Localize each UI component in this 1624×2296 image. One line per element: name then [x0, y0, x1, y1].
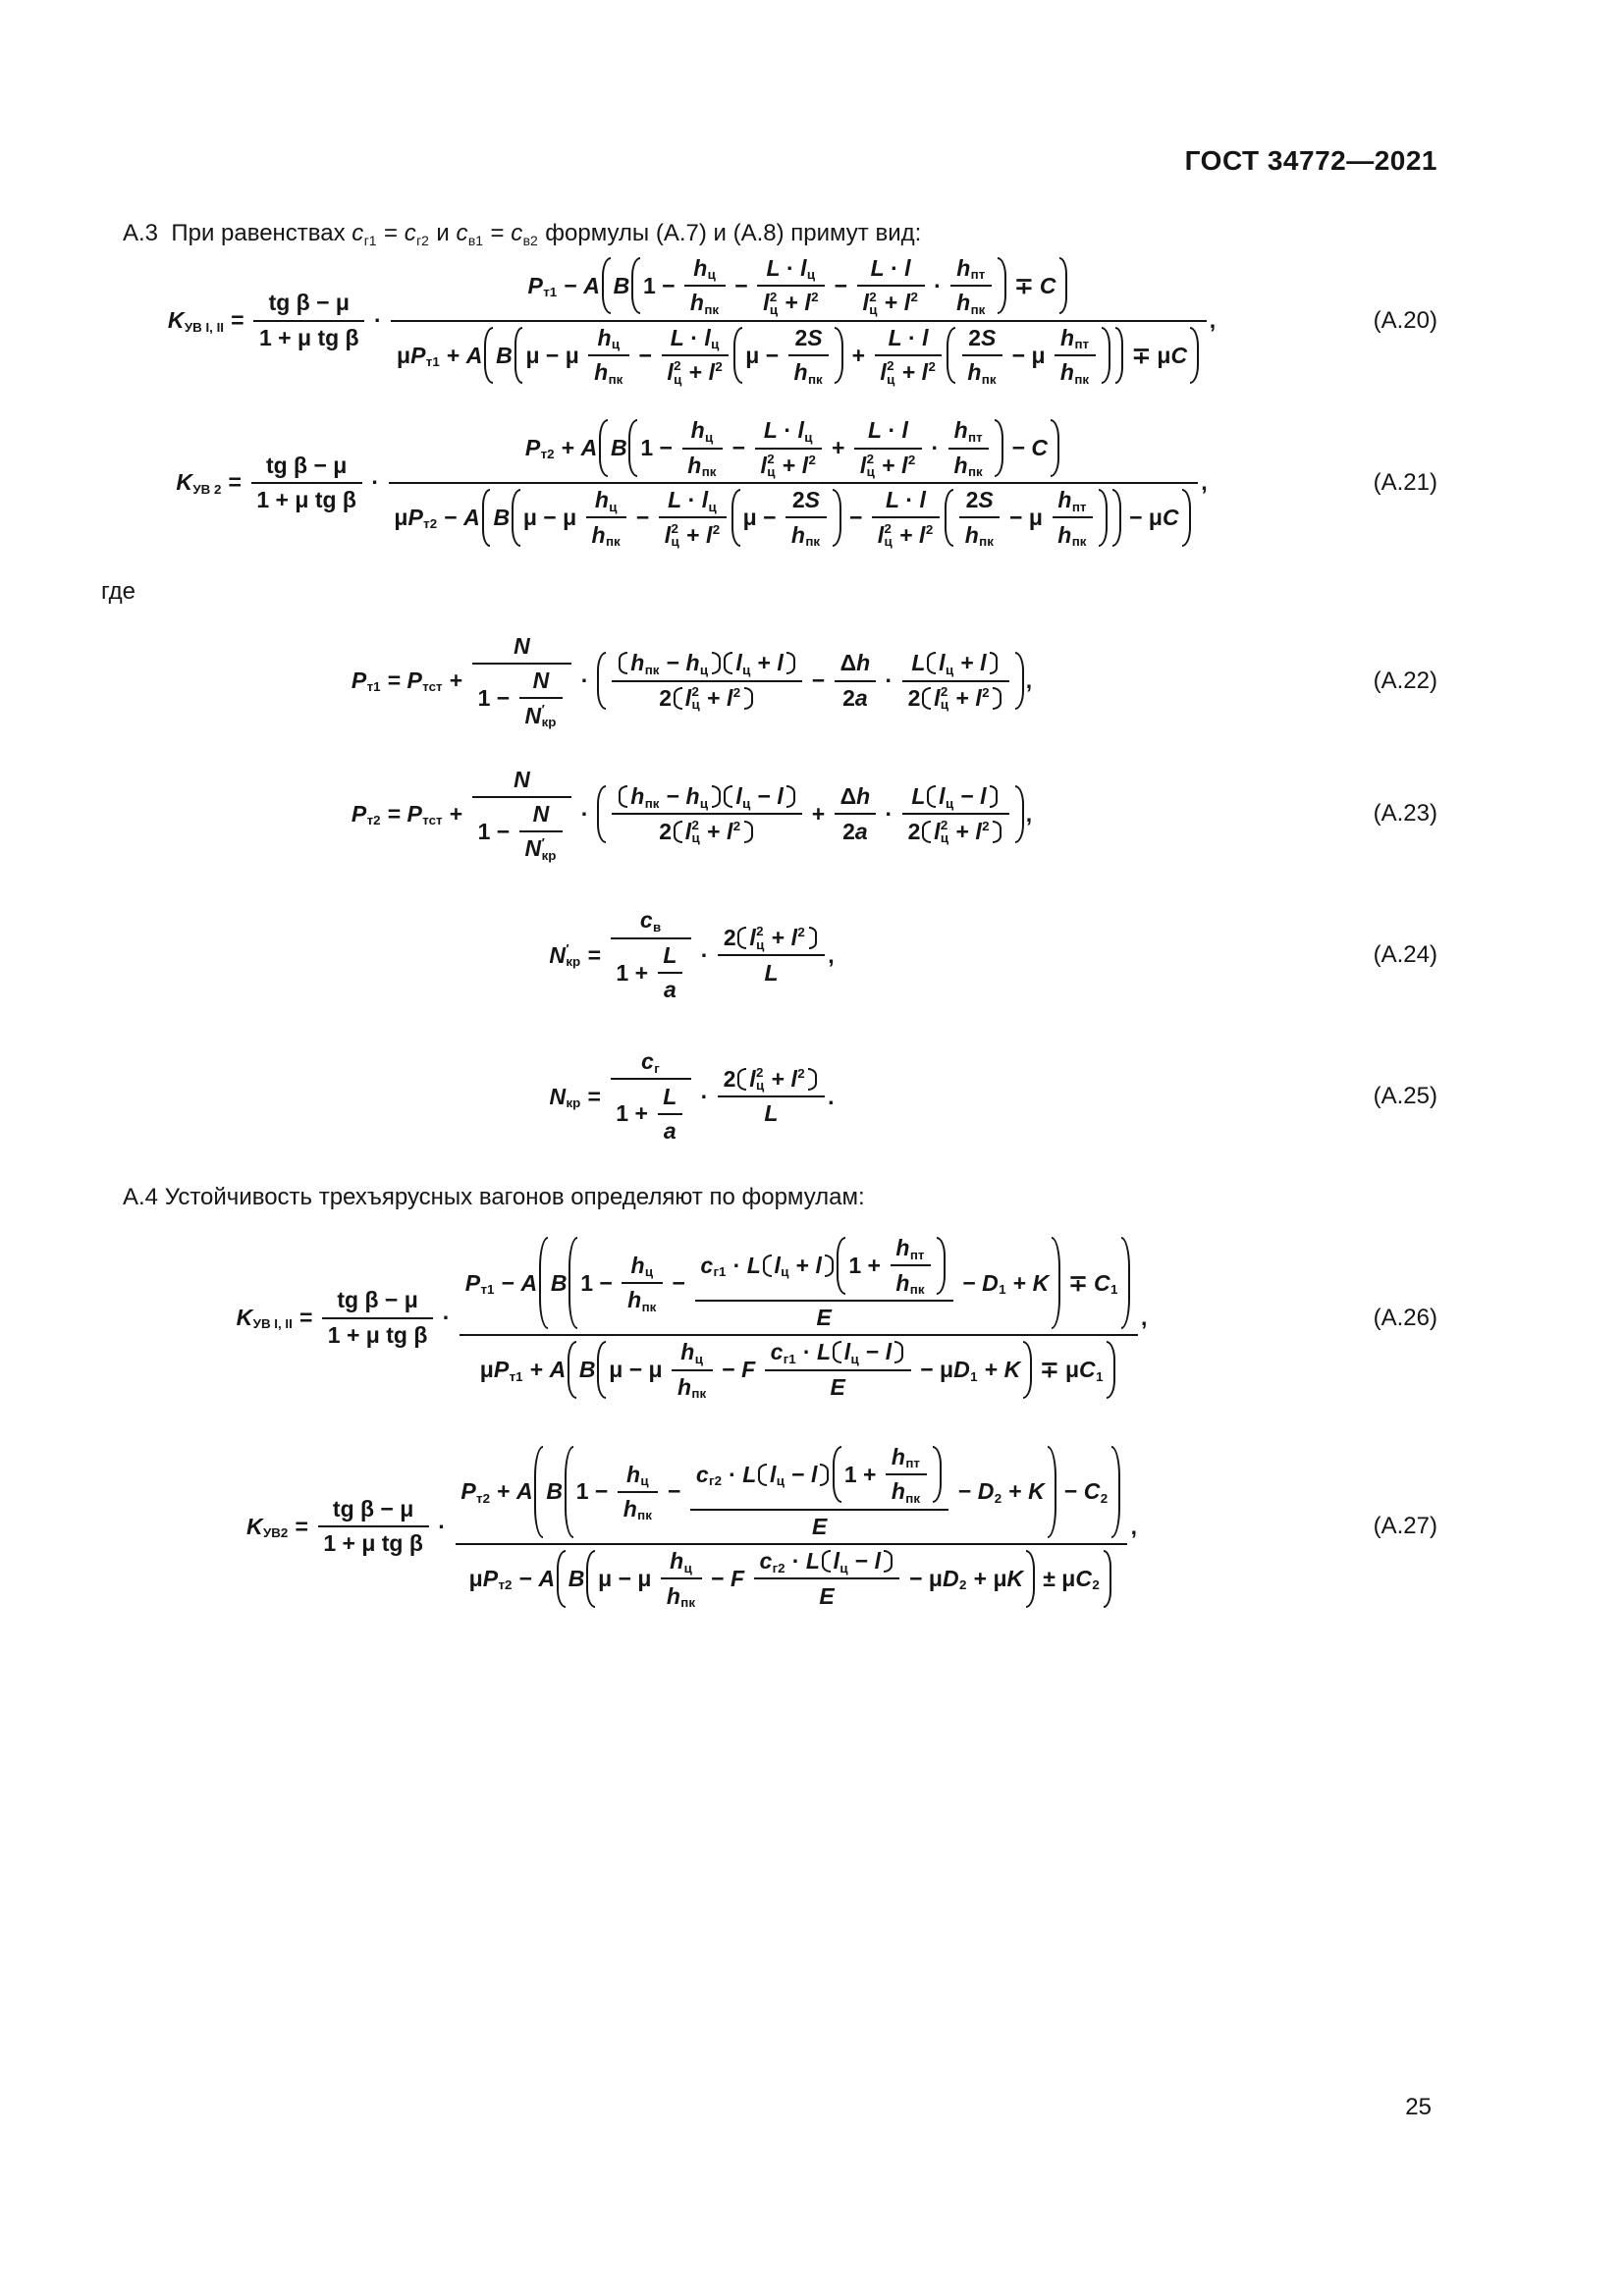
formula-a25: N кр = c г 1 + $\frac{L}{a}$ · 2 l 2 ц + l 2 L . — [549, 1048, 835, 1145]
paren-right — [820, 1464, 829, 1486]
formula-a20: K УВ I, II = $\frac{\text{tg β − μ}}{\text{1 + μ tg β}}$ · P т1 − A B 1 − h ц h пк − L · l ц l 2 ц + l 2 − L · l l 2 ц + l 2 · h пт h пк ∓ C μ P т1 + A B μ − μ h ц h пк − L · l ц l 2 ц + l 2 μ − 2 S h пк + L · l l 2 ц + l 2 2 S h пк − μ h пт h пк ∓ μ C , — [167, 255, 1217, 387]
paren-right — [1102, 327, 1110, 384]
paren-right — [1099, 489, 1108, 546]
paren-right — [835, 327, 843, 384]
paren-right — [1111, 1446, 1120, 1538]
equation-row-a20 — [123, 255, 1437, 386]
fraction: L · l ц l 2 ц + l 2 — [755, 417, 823, 478]
paren-right — [1104, 1550, 1112, 1607]
paren-left — [586, 1550, 595, 1607]
fraction: h пт h пк — [950, 255, 991, 316]
paren-left — [733, 327, 742, 384]
paren-left — [927, 652, 936, 674]
paren-right — [1107, 1341, 1115, 1398]
paren-left — [724, 652, 732, 674]
paren-left — [568, 1341, 576, 1398]
paren-right — [993, 687, 1001, 710]
fraction: h пк − h ц l ц − l 2 l 2 ц + l 2 — [612, 783, 802, 844]
paren-left — [822, 1550, 831, 1573]
fraction: h ц h пк — [684, 255, 725, 316]
equation-row-a21 — [123, 417, 1437, 548]
paren-right — [884, 1550, 893, 1573]
equation-label-a22: (А.22) — [1373, 667, 1437, 694]
formula-a22: P т1 = P тст + N 1 − N N ′ кр · h пк − h ц l ц + l 2 l 2 ц + l 2 − Δ h 2 a · L l ц + l 2 l 2 ц + l 2 , — [351, 632, 1033, 729]
fraction: P т2 + A B 1 − h ц h пк − c г2 · L l ц − l 1 + h пт h пк E − D 2 + K − C 2 μ P т2 − A B μ − μ h ц h пк − F c г2 · L l ц − l E − μ D 2 + μ K ± μ C 2 — [456, 1444, 1128, 1610]
fraction: $\frac{\text{tg β − μ}}{\text{1 + μ tg β}}$ — [318, 1496, 429, 1557]
where-label: где — [101, 577, 136, 605]
fraction: $\frac{\text{tg β − μ}}{\text{1 + μ tg β}}$ — [322, 1287, 433, 1348]
page-number: 25 — [1405, 2094, 1432, 2120]
fraction: 2 l 2 ц + l 2 L — [718, 925, 825, 986]
fraction: h пт h пк — [886, 1444, 926, 1505]
fraction: h ц h пк — [618, 1462, 658, 1522]
formula-a24: N ′ кр = c в 1 + $\frac{L}{a}$ · 2 l 2 ц + l 2 L , — [549, 907, 835, 1003]
paren-right — [744, 821, 753, 843]
paren-right — [786, 785, 795, 808]
paren-right — [1023, 1341, 1032, 1398]
paren-left — [512, 489, 520, 546]
paren-right — [990, 785, 999, 808]
paren-right — [937, 1237, 946, 1294]
fraction: L · l l 2 ц + l 2 — [872, 487, 940, 548]
paren-left — [833, 1341, 841, 1363]
paren-left — [631, 257, 640, 314]
paren-left — [602, 257, 611, 314]
paren-left — [597, 652, 606, 709]
fraction: h пт h пк — [891, 1235, 931, 1296]
fraction: $\frac{\text{tg β − μ}}{\text{1 + μ tg β}}$ — [251, 453, 362, 513]
fraction: 2 l 2 ц + l 2 L — [718, 1066, 825, 1127]
fraction: h ц h пк — [672, 1339, 712, 1400]
fraction: 2 S h пк — [785, 487, 826, 548]
equation-label-a25: (А.25) — [1373, 1083, 1437, 1110]
fraction: c г1 · L l ц − l E — [765, 1339, 911, 1400]
paren-right — [712, 652, 721, 674]
paren-left — [674, 687, 682, 710]
paren-left — [724, 785, 732, 808]
paren-left — [763, 1255, 772, 1277]
equation-label-a20: (А.20) — [1373, 306, 1437, 334]
fraction: $\frac{\text{tg β − μ}}{\text{1 + μ tg β}}$ — [253, 290, 364, 350]
fraction: L · l l 2 ц + l 2 — [854, 417, 922, 478]
paren-right — [1026, 1550, 1035, 1607]
paren-right — [1052, 1237, 1060, 1329]
fraction: h ц h пк — [661, 1548, 701, 1609]
paren-left — [557, 1550, 566, 1607]
paren-left — [514, 327, 523, 384]
paren-right — [1112, 489, 1121, 546]
fraction: L l ц + l 2 l 2 ц + l 2 — [902, 650, 1009, 711]
paren-left — [737, 1068, 746, 1091]
paren-left — [539, 1237, 548, 1329]
fraction: L l ц − l 2 l 2 ц + l 2 — [902, 783, 1009, 844]
fraction: c в 1 + $\frac{L}{a}$ — [611, 907, 692, 1003]
fraction: c г1 · L l ц + l 1 + h пт h пк E — [695, 1235, 953, 1331]
fraction: h пт h пк — [1055, 325, 1095, 386]
equation-row-a27 — [123, 1444, 1437, 1610]
formula-a26: K УВ I, II = $\frac{\text{tg β − μ}}{\text{1 + μ tg β}}$ · P т1 − A B 1 − h ц h пк − c г1 · L l ц + l 1 + h пт h пк E − D 1 + K ∓ C 1 μ P т1 + A B μ − μ h ц h пк − F c г1 · L l ц − l E − μ D 1 + K ∓ μ C 1 , — [236, 1235, 1148, 1402]
fraction: N N ′ кр — [519, 801, 563, 862]
paren-right — [1121, 1237, 1130, 1329]
paren-left — [837, 1237, 845, 1294]
equation-row-a25 — [123, 1048, 1437, 1145]
paren-right — [1015, 785, 1024, 842]
fraction: h ц h пк — [588, 325, 628, 386]
paren-left — [927, 785, 936, 808]
fraction: P т2 + A B 1 − h ц h пк − L · l ц l 2 ц + l 2 + L · l l 2 ц + l 2 · h пт h пк − C μ P т2 − A B μ − μ h ц h пк − L · l ц l 2 ц + l 2 μ − 2 S h пк − L · l l 2 ц + l 2 2 S h пк − μ h пт h пк − μ C — [389, 417, 1198, 548]
fraction: Δ h 2 a — [835, 783, 876, 844]
fraction: Δ h 2 a — [835, 650, 876, 711]
doc-code: ГОСТ 34772—2021 — [1184, 145, 1437, 176]
fraction: 2 S h пк — [788, 325, 829, 386]
paren-right — [1190, 327, 1199, 384]
paren-right — [1015, 652, 1024, 709]
paren-right — [833, 489, 841, 546]
paren-right — [1051, 419, 1059, 476]
equation-label-a21: (А.21) — [1373, 468, 1437, 496]
paren-left — [731, 489, 740, 546]
paren-right — [825, 1255, 834, 1277]
paren-left — [758, 1464, 767, 1486]
paren-right — [712, 785, 721, 808]
fraction: 2 S h пк — [959, 487, 1000, 548]
paren-right — [744, 687, 753, 710]
paren-left — [922, 687, 931, 710]
equation-label-a26: (А.26) — [1373, 1304, 1437, 1331]
paren-right — [933, 1446, 942, 1503]
paren-right — [998, 257, 1006, 314]
fraction: c г2 · L l ц − l E — [754, 1548, 900, 1609]
fraction: $\frac{L}{a}$ — [658, 942, 683, 1003]
fraction: h пт h пк — [948, 417, 989, 478]
paren-left — [947, 327, 955, 384]
paren-right — [995, 419, 1003, 476]
paren-right — [894, 1341, 903, 1363]
paren-right — [808, 1068, 817, 1091]
paren-right — [1115, 327, 1124, 384]
paren-right — [1182, 489, 1191, 546]
formula-a21: K УВ 2 = $\frac{\text{tg β − μ}}{\text{1 + μ tg β}}$ · P т2 + A B 1 − h ц h пк − L · l ц l 2 ц + l 2 + L · l l 2 ц + l 2 · h пт h пк − C μ P т2 − A B μ − μ h ц h пк − L · l ц l 2 ц + l 2 μ − 2 S h пк − L · l l 2 ц + l 2 2 S h пк − μ h пт h пк − μ C , — [176, 417, 1208, 550]
fraction: L · l l 2 ц + l 2 — [875, 325, 943, 386]
paragraph-a4: А.4 Устойчивость трехъярусных вагонов определяют по формулам: — [123, 1184, 865, 1211]
equation-row-a22 — [123, 633, 1437, 729]
equation-label-a27: (А.27) — [1373, 1513, 1437, 1540]
paren-right — [990, 652, 999, 674]
fraction: h ц h пк — [682, 417, 723, 478]
fraction: N 1 − N N ′ кр — [472, 767, 571, 863]
paren-left — [599, 419, 608, 476]
fraction: h пт h пк — [1053, 487, 1093, 548]
paren-left — [619, 652, 627, 674]
paragraph-a3: А.3 При равенствах с г1 = с г2 и с в1 = с в2 формулы (А.7) и (А.8) примут вид: — [123, 220, 922, 248]
fraction: N N ′ кр — [519, 667, 563, 728]
paren-left — [737, 927, 746, 949]
equation-row-a26 — [123, 1235, 1437, 1401]
formula-a27: K УВ2 = $\frac{\text{tg β − μ}}{\text{1 + μ tg β}}$ · P т2 + A B 1 − h ц h пк − c г2 · L l ц − l 1 + h пт h пк E − D 2 + K − C 2 μ P т2 − A B μ − μ h ц h пк − F c г2 · L l ц − l E − μ D 2 + μ K ± μ C 2 , — [245, 1443, 1138, 1611]
paren-left — [922, 821, 931, 843]
fraction: 2 S h пк — [962, 325, 1002, 386]
fraction: L · l ц l 2 ц + l 2 — [659, 487, 727, 548]
fraction: h пк − h ц l ц + l 2 l 2 ц + l 2 — [612, 650, 802, 711]
equation-label-a23: (А.23) — [1373, 800, 1437, 828]
paren-left — [597, 1341, 606, 1398]
paren-left — [597, 785, 606, 842]
paren-left — [482, 489, 491, 546]
equation-row-a24 — [123, 907, 1437, 1003]
paren-left — [619, 785, 627, 808]
formula-a23: P т2 = P тст + N 1 − N N ′ кр · h пк − h ц l ц − l 2 l 2 ц + l 2 + Δ h 2 a · L l ц − l 2 l 2 ц + l 2 , — [351, 766, 1033, 863]
equation-row-a23 — [123, 767, 1437, 863]
paren-right — [786, 652, 795, 674]
fraction: L · l ц l 2 ц + l 2 — [662, 325, 730, 386]
fraction: h ц h пк — [622, 1253, 662, 1313]
fraction: L · l l 2 ц + l 2 — [857, 255, 925, 316]
fraction: h ц h пк — [586, 487, 626, 548]
paren-left — [534, 1446, 543, 1538]
fraction: N 1 − N N ′ кр — [472, 633, 571, 729]
fraction: c г 1 + $\frac{L}{a}$ — [611, 1048, 692, 1145]
paren-right — [809, 927, 818, 949]
fraction: L · l ц l 2 ц + l 2 — [757, 255, 825, 316]
paren-left — [568, 1237, 577, 1329]
paren-right — [993, 821, 1001, 843]
paren-right — [1059, 257, 1068, 314]
paren-left — [565, 1446, 573, 1538]
fraction: P т1 − A B 1 − h ц h пк − c г1 · L l ц + l 1 + h пт h пк E − D 1 + K ∓ C 1 μ P т1 + A B μ − μ h ц h пк − F c г1 · L l ц − l E − μ D 1 + K ∓ μ C 1 — [460, 1235, 1138, 1401]
fraction: $\frac{L}{a}$ — [658, 1084, 683, 1145]
paren-left — [945, 489, 953, 546]
fraction: P т1 − A B 1 − h ц h пк − L · l ц l 2 ц + l 2 − L · l l 2 ц + l 2 · h пт h пк ∓ C μ P т1 + A B μ − μ h ц h пк − L · l ц l 2 ц + l 2 μ − 2 S h пк + L · l l 2 ц + l 2 2 S h пк − μ h пт h пк ∓ μ C — [391, 255, 1206, 386]
paren-left — [484, 327, 493, 384]
equation-label-a24: (А.24) — [1373, 941, 1437, 969]
paren-left — [628, 419, 637, 476]
paren-left — [833, 1446, 841, 1503]
paren-right — [1048, 1446, 1056, 1538]
fraction: c г2 · L l ц − l 1 + h пт h пк E — [690, 1444, 948, 1540]
paren-left — [674, 821, 682, 843]
